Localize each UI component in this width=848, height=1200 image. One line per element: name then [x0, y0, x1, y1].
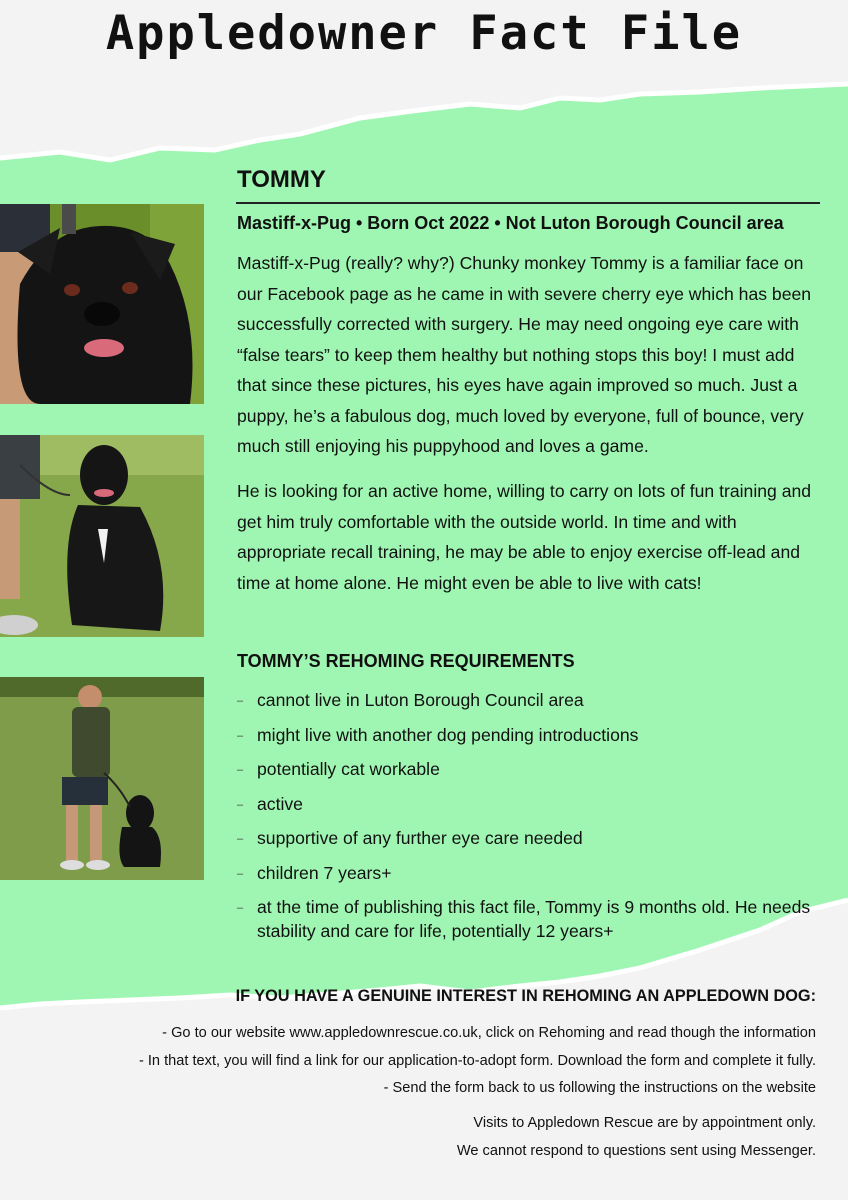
- visit-note: We cannot respond to questions sent using Messenger.: [456, 1142, 816, 1159]
- dog-photo-with-handler: [0, 677, 204, 880]
- visit-notes: [457, 1110, 816, 1165]
- dog-photo-closeup: [0, 204, 204, 404]
- requirement-item: – children 7 years+: [237, 861, 827, 885]
- interest-heading: IF YOU HAVE A GENUINE INTEREST IN REHOMING AN APPLEDOWN DOG:: [235, 987, 816, 1005]
- description-paragraph: He is looking for an active home, willing to carry on lots of fun training and get him truly comfortable with the outside world. In time and with appropriate recall training, he may be able to enjoy exercise off-lead and time at home alone. He might even be able to live with cats!: [237, 481, 812, 593]
- requirement-item: – potentially cat workable: [237, 757, 827, 781]
- requirement-item: – might live with another dog pending introductions: [237, 723, 827, 747]
- requirement-item: – cannot live in Luton Borough Council area: [237, 688, 827, 712]
- dog-subheading: Mastiff-x-Pug • Born Oct 2022 • Not Luton Borough Council area: [237, 213, 784, 233]
- page-title: Appledowner Fact File: [105, 6, 743, 61]
- requirements-list: [237, 688, 827, 954]
- description-paragraph: Mastiff-x-Pug (really? why?) Chunky monkey Tommy is a familiar face on our Facebook page as he came in with severe cherry eye which has been successfully corrected with surgery. He may need ongoing eye care with “false tears” to keep them healthy but nothing stops this boy! I must add that since these pictures, his eyes have again improved so much. Just a puppy, he’s a fabulous dog, much loved by everyone, full of bounce, very much still enjoying his puppyhood and loves a game.: [237, 253, 812, 456]
- dog-name: TOMMY: [237, 166, 326, 193]
- visit-note: Visits to Appledown Rescue are by appointment only.: [473, 1115, 816, 1131]
- adoption-step: - Go to our website www.appledownrescue.co.uk, click on Rehoming and read though the information: [162, 1025, 816, 1041]
- dog-photo-sitting: [0, 435, 204, 637]
- divider-line: [236, 202, 820, 204]
- requirement-item: – at the time of publishing this fact file, Tommy is 9 months old. He needs stability and care for life, potentially 12 years+: [237, 895, 827, 943]
- requirements-heading: TOMMY’S REHOMING REQUIREMENTS: [237, 651, 575, 671]
- adoption-steps: [139, 1020, 816, 1103]
- requirement-item: – active: [237, 792, 827, 816]
- requirement-item: – supportive of any further eye care needed: [237, 826, 827, 850]
- adoption-step: - Send the form back to us following the instructions on the website: [383, 1080, 816, 1096]
- adoption-step: - In that text, you will find a link for our application-to-adopt form. Download the form and complete it fully.: [138, 1052, 816, 1069]
